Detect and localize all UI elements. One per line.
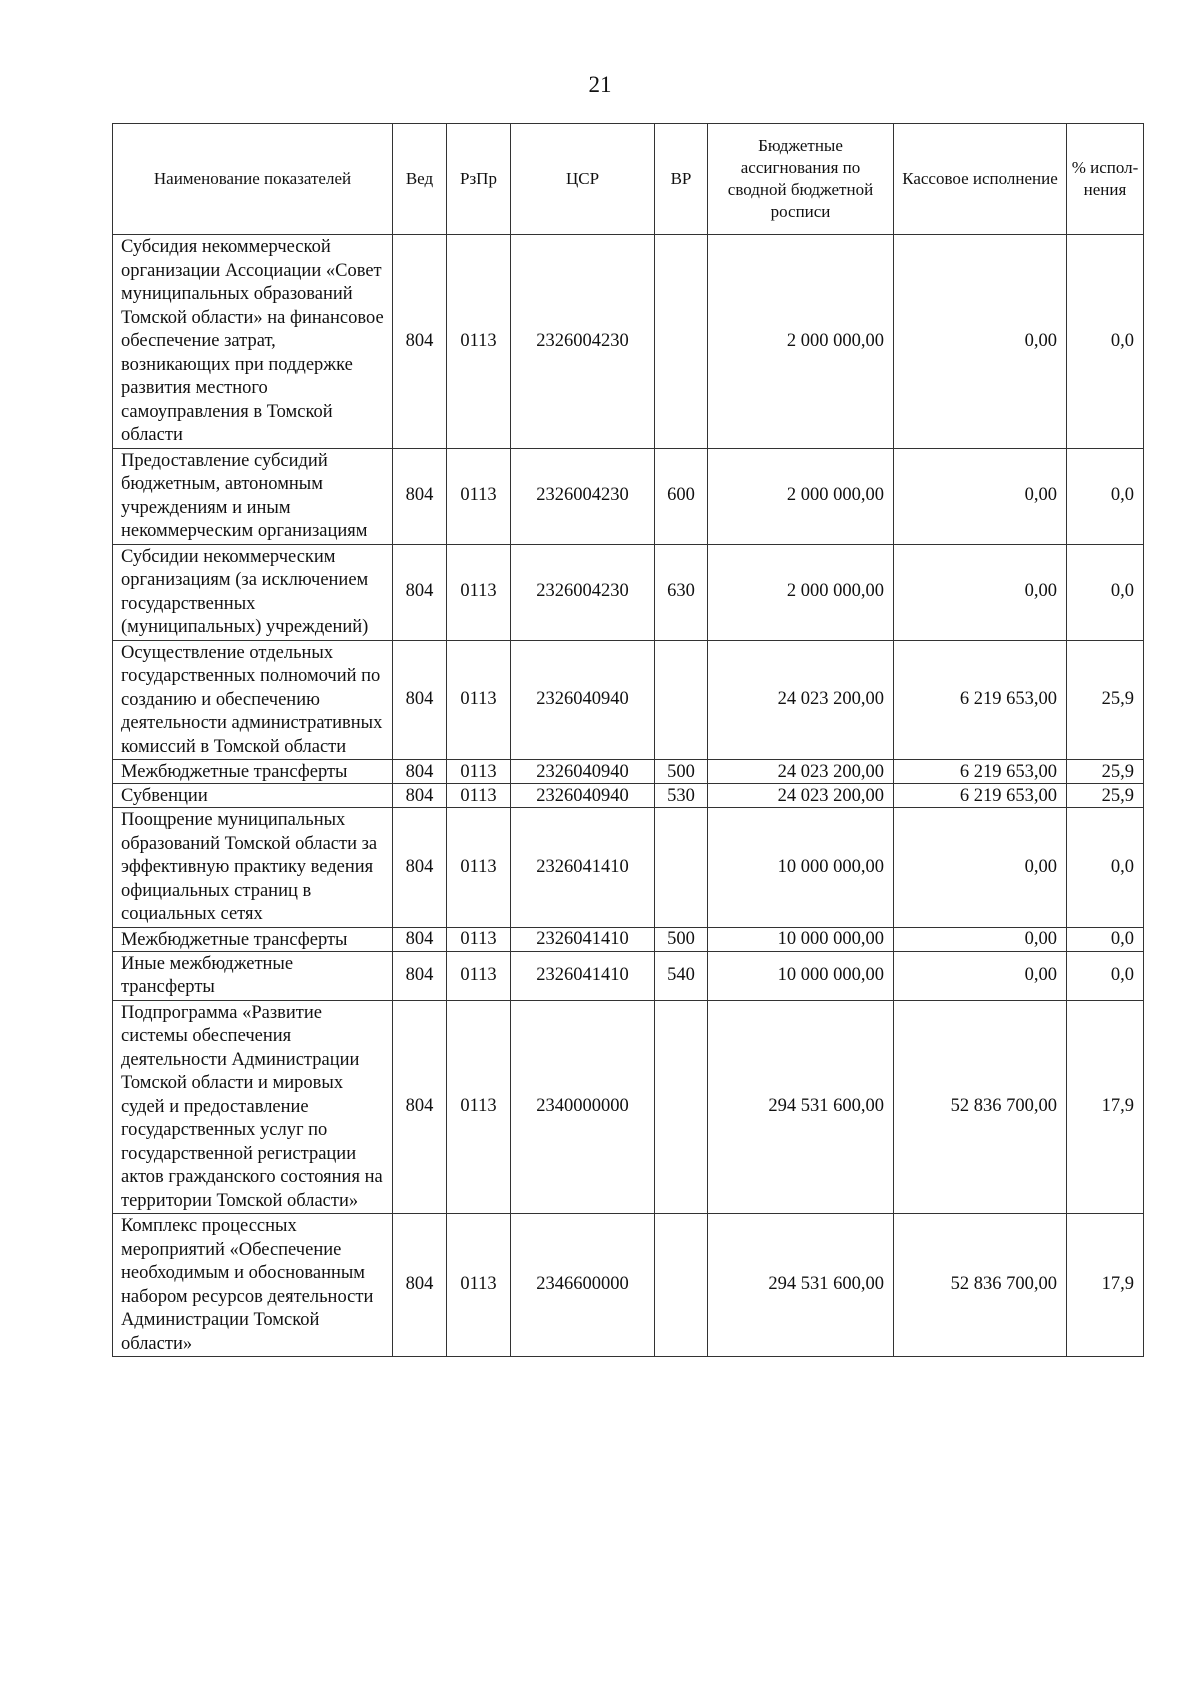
cell-vr: 500 xyxy=(655,760,708,784)
cell-ved: 804 xyxy=(393,927,447,951)
table-row xyxy=(113,640,1144,760)
cell-plan: 2 000 000,00 xyxy=(708,544,894,640)
cell-vr xyxy=(655,1214,708,1357)
cell-pct: 25,9 xyxy=(1067,784,1144,808)
cell-name: Предоставление субсидий бюджетным, автономным учреждениям и иным некоммерческим организациям xyxy=(113,448,393,544)
cell-plan: 2 000 000,00 xyxy=(708,448,894,544)
cell-csr: 2326041410 xyxy=(511,951,655,1000)
cell-csr: 2326040940 xyxy=(511,784,655,808)
cell-name: Межбюджетные трансферты xyxy=(113,927,393,951)
cell-plan: 294 531 600,00 xyxy=(708,1000,894,1214)
cell-vr: 600 xyxy=(655,448,708,544)
cell-rzpr: 0113 xyxy=(447,235,511,449)
cell-pct: 0,0 xyxy=(1067,927,1144,951)
cell-name: Комплекс процессных мероприятий «Обеспечение необходимым и обоснованным набором ресурсов деятельности Администрации Томской области» xyxy=(113,1214,393,1357)
header-name: Наименование показателей xyxy=(113,124,393,235)
table-row xyxy=(113,448,1144,544)
cell-plan: 2 000 000,00 xyxy=(708,235,894,449)
cell-csr: 2326041410 xyxy=(511,808,655,928)
cell-name: Субсидии некоммерческим организациям (за исключением государственных (муниципальных) учреждений) xyxy=(113,544,393,640)
cell-fact: 52 836 700,00 xyxy=(894,1000,1067,1214)
cell-rzpr: 0113 xyxy=(447,640,511,760)
cell-name: Осуществление отдельных государственных полномочий по созданию и обеспечению деятельности административных комиссий в Томской области xyxy=(113,640,393,760)
cell-rzpr: 0113 xyxy=(447,951,511,1000)
cell-fact: 0,00 xyxy=(894,544,1067,640)
table-row xyxy=(113,808,1144,928)
cell-ved: 804 xyxy=(393,784,447,808)
cell-ved: 804 xyxy=(393,951,447,1000)
cell-plan: 24 023 200,00 xyxy=(708,640,894,760)
cell-name: Субвенции xyxy=(113,784,393,808)
cell-ved: 804 xyxy=(393,1214,447,1357)
cell-rzpr: 0113 xyxy=(447,927,511,951)
cell-name: Поощрение муниципальных образований Томской области за эффективную практику ведения официальных страниц в социальных сетях xyxy=(113,808,393,928)
header-plan: Бюджетные ассигнования по сводной бюджетной росписи xyxy=(708,124,894,235)
cell-ved: 804 xyxy=(393,640,447,760)
table-row xyxy=(113,1000,1144,1214)
cell-csr: 2346600000 xyxy=(511,1214,655,1357)
cell-vr xyxy=(655,1000,708,1214)
budget-execution-table xyxy=(112,123,1144,1357)
table-row xyxy=(113,544,1144,640)
cell-rzpr: 0113 xyxy=(447,784,511,808)
table-row xyxy=(113,951,1144,1000)
cell-csr: 2326004230 xyxy=(511,544,655,640)
cell-vr xyxy=(655,808,708,928)
cell-rzpr: 0113 xyxy=(447,1214,511,1357)
table-row xyxy=(113,1214,1144,1357)
cell-pct: 0,0 xyxy=(1067,951,1144,1000)
table-row xyxy=(113,927,1144,951)
cell-pct: 0,0 xyxy=(1067,448,1144,544)
header-pct: % испол-нения xyxy=(1067,124,1144,235)
cell-csr: 2340000000 xyxy=(511,1000,655,1214)
cell-plan: 294 531 600,00 xyxy=(708,1214,894,1357)
cell-csr: 2326041410 xyxy=(511,927,655,951)
cell-pct: 0,0 xyxy=(1067,544,1144,640)
page-number: 21 xyxy=(588,72,612,97)
header-ved: Вед xyxy=(393,124,447,235)
cell-vr: 530 xyxy=(655,784,708,808)
table-header-row xyxy=(113,124,1144,235)
cell-name: Подпрограмма «Развитие системы обеспечения деятельности Администрации Томской области и мировых судей и предоставление государственных услуг по государственной регистрации актов гражданского состояния на территории Томской области» xyxy=(113,1000,393,1214)
table-row xyxy=(113,760,1144,784)
cell-pct: 25,9 xyxy=(1067,760,1144,784)
header-rzpr: РзПр xyxy=(447,124,511,235)
cell-ved: 804 xyxy=(393,1000,447,1214)
cell-fact: 6 219 653,00 xyxy=(894,640,1067,760)
cell-plan: 10 000 000,00 xyxy=(708,951,894,1000)
cell-ved: 804 xyxy=(393,448,447,544)
table-row xyxy=(113,784,1144,808)
cell-ved: 804 xyxy=(393,235,447,449)
cell-fact: 0,00 xyxy=(894,808,1067,928)
cell-fact: 6 219 653,00 xyxy=(894,784,1067,808)
cell-vr xyxy=(655,235,708,449)
table-row xyxy=(113,235,1144,449)
cell-vr xyxy=(655,640,708,760)
cell-pct: 0,0 xyxy=(1067,235,1144,449)
cell-pct: 25,9 xyxy=(1067,640,1144,760)
cell-csr: 2326004230 xyxy=(511,235,655,449)
cell-name: Межбюджетные трансферты xyxy=(113,760,393,784)
cell-plan: 24 023 200,00 xyxy=(708,784,894,808)
cell-plan: 10 000 000,00 xyxy=(708,927,894,951)
header-vr: ВР xyxy=(655,124,708,235)
cell-fact: 0,00 xyxy=(894,927,1067,951)
header-csr: ЦСР xyxy=(511,124,655,235)
header-fact: Кассовое исполнение xyxy=(894,124,1067,235)
cell-fact: 0,00 xyxy=(894,448,1067,544)
cell-pct: 0,0 xyxy=(1067,808,1144,928)
cell-vr: 630 xyxy=(655,544,708,640)
cell-ved: 804 xyxy=(393,760,447,784)
cell-fact: 52 836 700,00 xyxy=(894,1214,1067,1357)
cell-plan: 10 000 000,00 xyxy=(708,808,894,928)
cell-fact: 6 219 653,00 xyxy=(894,760,1067,784)
cell-csr: 2326040940 xyxy=(511,760,655,784)
cell-rzpr: 0113 xyxy=(447,808,511,928)
cell-plan: 24 023 200,00 xyxy=(708,760,894,784)
cell-pct: 17,9 xyxy=(1067,1000,1144,1214)
cell-name: Иные межбюджетные трансферты xyxy=(113,951,393,1000)
cell-vr: 500 xyxy=(655,927,708,951)
cell-rzpr: 0113 xyxy=(447,448,511,544)
cell-vr: 540 xyxy=(655,951,708,1000)
cell-csr: 2326004230 xyxy=(511,448,655,544)
cell-fact: 0,00 xyxy=(894,235,1067,449)
cell-rzpr: 0113 xyxy=(447,760,511,784)
cell-rzpr: 0113 xyxy=(447,544,511,640)
cell-ved: 804 xyxy=(393,544,447,640)
cell-pct: 17,9 xyxy=(1067,1214,1144,1357)
cell-rzpr: 0113 xyxy=(447,1000,511,1214)
cell-csr: 2326040940 xyxy=(511,640,655,760)
cell-ved: 804 xyxy=(393,808,447,928)
cell-fact: 0,00 xyxy=(894,951,1067,1000)
cell-name: Субсидия некоммерческой организации Ассоциации «Совет муниципальных образований Томской области» на финансовое обеспечение затрат, возникающих при поддержке развития местного самоуправления в Томской области xyxy=(113,235,393,449)
